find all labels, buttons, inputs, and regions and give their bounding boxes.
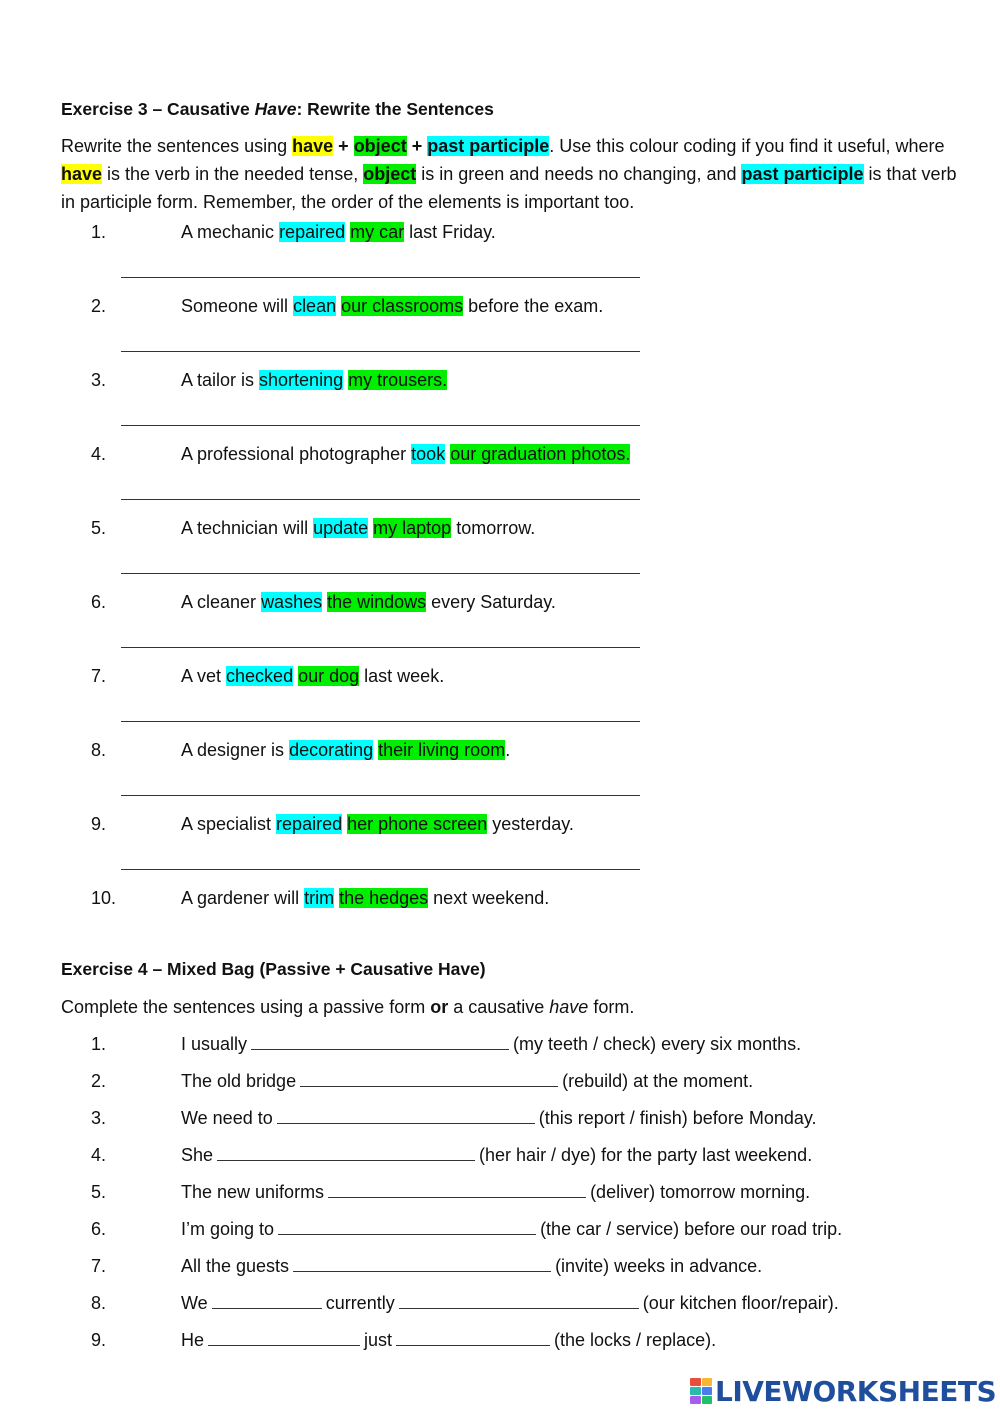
item-number: 4. [91, 1145, 107, 1165]
logo-block [702, 1396, 713, 1404]
logo-block [690, 1378, 701, 1386]
item-number: 4. [91, 444, 107, 464]
exercise4-item [0, 1251, 1000, 1281]
item-number: 2. [91, 1071, 107, 1091]
exercise4-item [0, 1029, 1000, 1059]
exercise3-item [0, 365, 1000, 395]
gap-blank[interactable] [278, 1218, 536, 1235]
legend-object: object [353, 136, 407, 156]
exercise3-instructions: Rewrite the sentences using have + object + past participle. Use this colour coding if you find it useful, where have is the verb in the needed tense, object is in green and needs no changing, and past participle is that verb in participle form. Remember, the order of the elements is important too. [61, 136, 957, 212]
item-number: 5. [91, 518, 107, 538]
item-number: 6. [91, 1219, 107, 1239]
verb-highlight: repaired [279, 222, 346, 242]
verb-highlight: washes [261, 592, 323, 612]
exercise3-item [0, 661, 1000, 691]
verb-highlight: decorating [289, 740, 374, 760]
exercise4-item [0, 1103, 1000, 1133]
logo-block [702, 1378, 713, 1386]
item-sentence: A specialist repaired her phone screen yesterday. [181, 814, 574, 834]
item-number: 8. [91, 740, 107, 760]
answer-line[interactable] [121, 573, 640, 574]
answer-line[interactable] [121, 351, 640, 352]
answer-line[interactable] [121, 499, 640, 500]
item-number: 10. [91, 888, 117, 908]
item-number: 3. [91, 1108, 107, 1128]
item-sentence: Someone will clean our classrooms before the exam. [181, 296, 604, 316]
item-sentence: A tailor is shortening my trousers. [181, 370, 448, 390]
exercise3-item [0, 513, 1000, 543]
item-number: 1. [91, 1034, 107, 1054]
exercise4-title: Exercise 4 – Mixed Bag (Passive + Causative Have) [61, 959, 486, 979]
exercise4-item [0, 1325, 1000, 1355]
answer-line[interactable] [121, 425, 640, 426]
item-sentence: I usually (my teeth / check) every six months. [181, 1034, 802, 1054]
item-number: 5. [91, 1182, 107, 1202]
exercise3-title: Exercise 3 – Causative Have: Rewrite the Sentences [61, 99, 494, 119]
answer-line[interactable] [121, 869, 640, 870]
exercise3-item [0, 439, 1000, 469]
gap-blank[interactable] [399, 1292, 639, 1309]
object-highlight: the windows [327, 592, 427, 612]
item-number: 6. [91, 592, 107, 612]
gap-blank[interactable] [293, 1255, 551, 1272]
object-highlight: my laptop [373, 518, 452, 538]
item-sentence: A gardener will trim the hedges next weekend. [181, 888, 550, 908]
item-sentence: He just (the locks / replace). [181, 1330, 717, 1350]
item-sentence: The new uniforms (deliver) tomorrow morning. [181, 1182, 811, 1202]
answer-line[interactable] [121, 277, 640, 278]
exercise3-item [0, 883, 1000, 913]
object-highlight: our dog [298, 666, 360, 686]
verb-highlight: shortening [259, 370, 344, 390]
answer-line[interactable] [121, 647, 640, 648]
verb-highlight: took [411, 444, 446, 464]
item-sentence: A mechanic repaired my car last Friday. [181, 222, 496, 242]
item-number: 9. [91, 814, 107, 834]
item-sentence: A professional photographer took our graduation photos. [181, 444, 631, 464]
gap-blank[interactable] [328, 1181, 586, 1198]
answer-line[interactable] [121, 721, 640, 722]
gap-blank[interactable] [277, 1107, 535, 1124]
gap-blank[interactable] [217, 1144, 475, 1161]
logo-text: LIVEWORKSHEETS [715, 1374, 997, 1408]
item-sentence: A technician will update my laptop tomorrow. [181, 518, 536, 538]
item-sentence: A cleaner washes the windows every Saturday. [181, 592, 556, 612]
item-sentence: A designer is decorating their living room. [181, 740, 511, 760]
item-sentence: She (her hair / dye) for the party last weekend. [181, 1145, 813, 1165]
item-number: 7. [91, 666, 107, 686]
liveworksheets-logo[interactable] [690, 1374, 996, 1408]
exercise3-item [0, 809, 1000, 839]
liveworksheets-logo-icon [690, 1378, 712, 1404]
item-sentence: We currently (our kitchen floor/repair). [181, 1293, 839, 1313]
item-number: 3. [91, 370, 107, 390]
object-highlight: her phone screen [347, 814, 488, 834]
exercise4-item [0, 1140, 1000, 1170]
legend-past-participle: past participle [427, 136, 550, 156]
object-highlight: our graduation photos. [450, 444, 631, 464]
exercise3-item [0, 291, 1000, 321]
logo-block [690, 1396, 701, 1404]
exercise4-instructions: Complete the sentences using a passive form or a causative have form. [61, 997, 635, 1017]
gap-blank[interactable] [208, 1329, 360, 1346]
verb-highlight: update [313, 518, 369, 538]
object-highlight: their living room [378, 740, 506, 760]
exercise4-item [0, 1177, 1000, 1207]
legend-have: have [292, 136, 334, 156]
verb-highlight: trim [304, 888, 335, 908]
item-sentence: We need to (this report / finish) before Monday. [181, 1108, 817, 1128]
answer-line[interactable] [121, 795, 640, 796]
logo-block [690, 1387, 701, 1395]
item-sentence: All the guests (invite) weeks in advance. [181, 1256, 763, 1276]
exercise3-item [0, 587, 1000, 617]
exercise3-item [0, 735, 1000, 765]
exercise3-item [0, 217, 1000, 247]
item-sentence: A vet checked our dog last week. [181, 666, 445, 686]
object-highlight: my car [350, 222, 405, 242]
verb-highlight: clean [293, 296, 337, 316]
gap-blank[interactable] [396, 1329, 550, 1346]
verb-highlight: checked [226, 666, 294, 686]
exercise4-item [0, 1288, 1000, 1318]
item-number: 9. [91, 1330, 107, 1350]
item-sentence: I’m going to (the car / service) before our road trip. [181, 1219, 843, 1239]
gap-blank[interactable] [251, 1033, 509, 1050]
verb-highlight: repaired [276, 814, 343, 834]
exercise4-item [0, 1214, 1000, 1244]
item-number: 2. [91, 296, 107, 316]
logo-block [702, 1387, 713, 1395]
exercise4-item [0, 1066, 1000, 1096]
item-number: 7. [91, 1256, 107, 1276]
item-sentence: The old bridge (rebuild) at the moment. [181, 1071, 754, 1091]
gap-blank[interactable] [300, 1070, 558, 1087]
item-number: 1. [91, 222, 107, 242]
object-highlight: the hedges [339, 888, 429, 908]
object-highlight: my trousers. [348, 370, 448, 390]
item-number: 8. [91, 1293, 107, 1313]
gap-blank[interactable] [212, 1292, 322, 1309]
object-highlight: our classrooms [341, 296, 464, 316]
